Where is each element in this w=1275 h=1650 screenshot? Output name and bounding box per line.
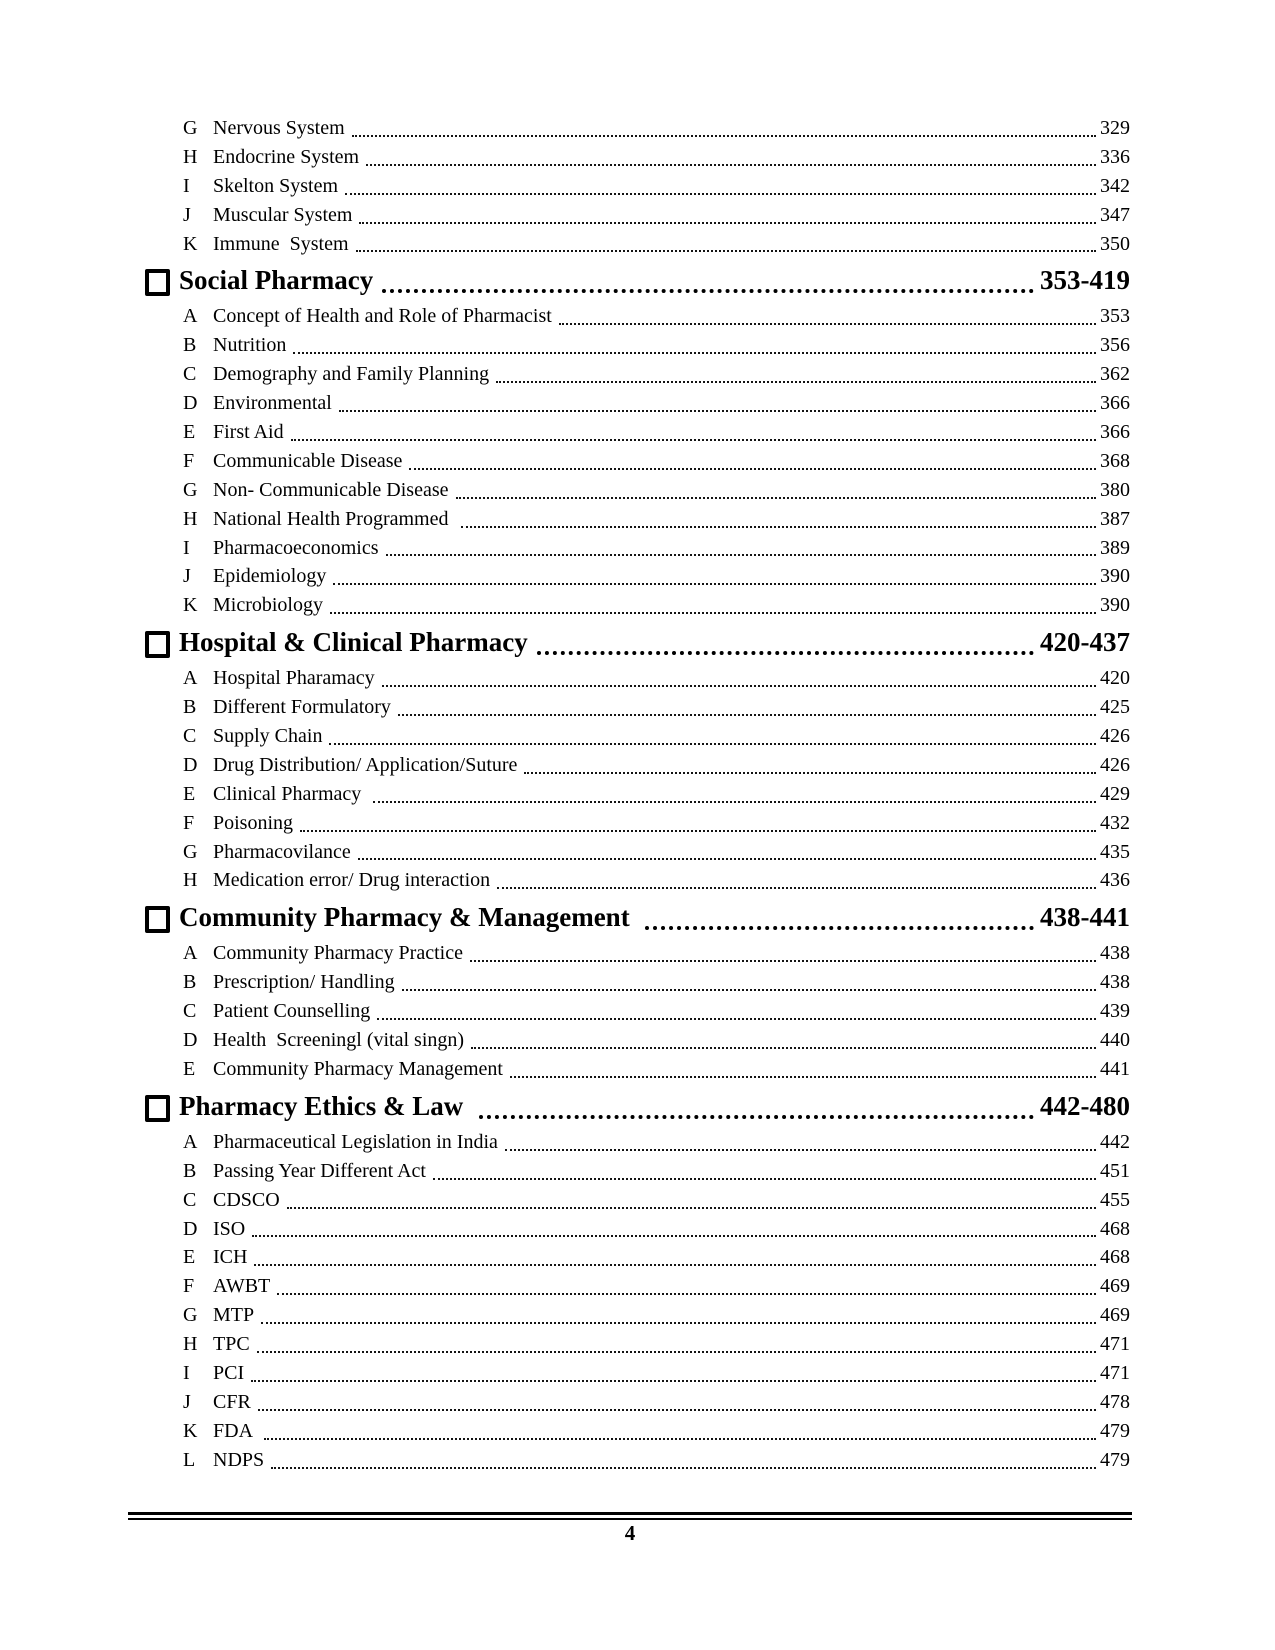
toc-item-letter: G: [183, 840, 198, 863]
dot-leader: [293, 352, 1096, 354]
toc-item-page: 366: [1100, 392, 1130, 415]
dot-leader-bold: [645, 926, 1034, 930]
toc-item-title: Skelton System: [213, 174, 339, 197]
toc-item-title: Nervous System: [213, 117, 345, 139]
toc-item-page: 425: [1100, 696, 1130, 719]
toc-item-letter: I: [183, 1361, 190, 1384]
toc-item-title: Endocrine System: [213, 145, 360, 168]
dot-leader: [330, 612, 1096, 614]
dot-leader: [470, 960, 1096, 962]
toc: [145, 114, 1130, 1475]
toc-item-page: 435: [1100, 840, 1130, 863]
toc-item: [145, 939, 1130, 968]
toc-item-page: 441: [1100, 1057, 1130, 1080]
toc-item-page: 362: [1100, 363, 1130, 386]
toc-item-title: Passing Year Different Act: [213, 1159, 426, 1182]
toc-item-letter: K: [183, 232, 198, 255]
toc-item-letter: A: [183, 667, 198, 690]
toc-item-title: Drug Distribution/ Application/Suture: [213, 753, 518, 776]
toc-section-title: Social Pharmacy: [179, 265, 374, 296]
dot-leader: [339, 410, 1096, 412]
toc-item: [145, 534, 1130, 563]
toc-item-page: 350: [1100, 232, 1130, 255]
dot-leader: [264, 1438, 1096, 1440]
toc-item: [145, 418, 1130, 447]
dot-leader: [356, 250, 1096, 252]
toc-item-title: NDPS: [213, 1448, 265, 1471]
toc-section-pages: 442-480: [1040, 1090, 1130, 1121]
toc-item: [145, 1330, 1130, 1359]
toc-item: [145, 751, 1130, 780]
toc-item: [145, 1055, 1130, 1084]
toc-section-title: Community Pharmacy & Management: [179, 902, 637, 933]
toc-item-letter: G: [183, 1304, 198, 1327]
toc-item-page: 347: [1100, 203, 1130, 226]
dot-leader: [496, 381, 1096, 383]
toc-item-letter: I: [183, 174, 190, 197]
toc-item: [145, 505, 1130, 534]
toc-item: [145, 693, 1130, 722]
toc-section-pages: 420-437: [1040, 627, 1130, 658]
toc-item-page: 380: [1100, 478, 1130, 501]
toc-item-page: 429: [1100, 782, 1130, 805]
dot-leader: [373, 801, 1096, 803]
toc-item-title: MTP: [213, 1304, 255, 1327]
square-outline-icon: [145, 269, 170, 296]
toc-item-page: 356: [1100, 334, 1130, 357]
toc-section-pages: 438-441: [1040, 902, 1130, 933]
dot-leader: [386, 554, 1097, 556]
toc-item-title: CDSCO: [213, 1188, 280, 1211]
toc-section-header: [145, 260, 1130, 301]
dot-leader: [252, 1235, 1096, 1237]
toc-item: [145, 1128, 1130, 1157]
toc-item-page: 342: [1100, 174, 1130, 197]
toc-item-title: Community Pharmacy Practice: [213, 942, 463, 965]
toc-item-title: ISO: [213, 1217, 246, 1240]
toc-item-title: TPC: [213, 1333, 250, 1356]
toc-item: [145, 591, 1130, 620]
toc-item-letter: C: [183, 725, 197, 748]
toc-item: [145, 230, 1130, 259]
toc-item-page: 471: [1100, 1333, 1130, 1356]
toc-item-letter: G: [183, 478, 198, 501]
toc-item: [145, 562, 1130, 591]
toc-item-page: 471: [1100, 1361, 1130, 1384]
toc-item-letter: E: [183, 782, 196, 805]
dot-leader: [497, 887, 1096, 889]
toc-item: [145, 447, 1130, 476]
toc-item-title: Clinical Pharmacy: [213, 782, 367, 805]
toc-item-title: Different Formulatory: [213, 696, 391, 719]
toc-item: [145, 1272, 1130, 1301]
square-outline-icon: [145, 906, 170, 933]
dot-leader: [398, 714, 1096, 716]
toc-item-letter: F: [183, 811, 195, 834]
toc-item: [145, 143, 1130, 172]
toc-item-page: 442: [1100, 1130, 1130, 1153]
toc-item: [145, 389, 1130, 418]
toc-item-title: CFR: [213, 1390, 251, 1413]
toc-item-page: 420: [1100, 667, 1130, 690]
toc-item: [145, 1215, 1130, 1244]
toc-item-page: 426: [1100, 725, 1130, 748]
toc-item-title: Nutrition: [213, 334, 287, 357]
toc-item-letter: D: [183, 392, 198, 415]
toc-item: [145, 114, 1130, 143]
toc-item: [145, 838, 1130, 867]
toc-item-title: Immune System: [213, 232, 349, 255]
toc-item-title: ICH: [213, 1246, 248, 1269]
toc-item-letter: F: [183, 1275, 195, 1298]
dot-leader: [277, 1293, 1096, 1295]
toc-item: [145, 664, 1130, 693]
toc-item-page: 438: [1100, 971, 1130, 994]
toc-item-letter: H: [183, 869, 198, 892]
toc-item-title: Demography and Family Planning: [213, 363, 490, 386]
toc-item: [145, 1301, 1130, 1330]
toc-item: [145, 1417, 1130, 1446]
toc-item-page: 426: [1100, 753, 1130, 776]
toc-item-letter: F: [183, 449, 195, 472]
toc-item: [145, 1446, 1130, 1475]
toc-item: [145, 809, 1130, 838]
dot-leader: [471, 1047, 1096, 1049]
dot-leader: [456, 497, 1097, 499]
dot-leader: [291, 439, 1096, 441]
toc-item-letter: B: [183, 1159, 197, 1182]
toc-item-letter: D: [183, 1029, 198, 1052]
dot-leader: [377, 1018, 1096, 1020]
toc-item-page: 469: [1100, 1275, 1130, 1298]
toc-item-title: First Aid: [213, 421, 284, 444]
toc-item-title: Poisoning: [213, 811, 294, 834]
toc-item: [145, 968, 1130, 997]
toc-item-page: 336: [1100, 145, 1130, 168]
toc-item: [145, 1359, 1130, 1388]
toc-item-page: 353: [1100, 305, 1130, 328]
toc-item-page: 455: [1100, 1188, 1130, 1211]
toc-item: [145, 1243, 1130, 1272]
toc-item-page: 366: [1100, 421, 1130, 444]
toc-item-letter: J: [183, 1390, 191, 1413]
toc-item-letter: K: [183, 594, 198, 617]
square-outline-icon: [145, 631, 170, 658]
toc-item-title: PCI: [213, 1361, 245, 1384]
toc-section-title: Hospital & Clinical Pharmacy: [179, 627, 528, 658]
toc-item-letter: I: [183, 536, 190, 559]
toc-item-page: 451: [1100, 1159, 1130, 1182]
toc-item-page: 468: [1100, 1217, 1130, 1240]
toc-item-letter: C: [183, 1000, 197, 1023]
toc-item-title: Non- Communicable Disease: [213, 478, 449, 501]
toc-item-page: 478: [1100, 1390, 1130, 1413]
toc-item-title: Community Pharmacy Management: [213, 1057, 503, 1080]
toc-item-letter: B: [183, 696, 197, 719]
toc-item-letter: K: [183, 1419, 198, 1442]
toc-item-page: 390: [1100, 594, 1130, 617]
toc-item-letter: E: [183, 1246, 196, 1269]
toc-item-title: Microbiology: [213, 594, 323, 617]
toc-item: [145, 1026, 1130, 1055]
dot-leader: [261, 1322, 1096, 1324]
toc-item: [145, 476, 1130, 505]
dot-leader: [409, 468, 1096, 470]
dot-leader: [257, 1351, 1096, 1353]
toc-item-page: 439: [1100, 1000, 1130, 1023]
toc-item: [145, 1157, 1130, 1186]
toc-section-header: [145, 1086, 1130, 1127]
dot-leader-bold: [537, 651, 1034, 655]
toc-item-title: AWBT: [213, 1275, 271, 1298]
toc-item-letter: C: [183, 1188, 197, 1211]
toc-item-title: Pharmacoeconomics: [213, 536, 379, 559]
toc-item-page: 479: [1100, 1448, 1130, 1471]
dot-leader: [359, 222, 1096, 224]
toc-section-pages: 353-419: [1040, 265, 1130, 296]
toc-item-title: Supply Chain: [213, 725, 323, 748]
toc-item-letter: J: [183, 565, 191, 588]
dot-leader: [461, 526, 1097, 528]
dot-leader: [510, 1076, 1096, 1078]
dot-leader: [352, 135, 1096, 137]
toc-item: [145, 780, 1130, 809]
dot-leader: [433, 1178, 1096, 1180]
toc-item-title: Patient Counselling: [213, 1000, 371, 1023]
toc-item: [145, 201, 1130, 230]
toc-item-letter: H: [183, 507, 198, 530]
dot-leader: [505, 1149, 1096, 1151]
toc-item-title: FDA: [213, 1419, 257, 1442]
toc-item-title: Pharmaceutical Legislation in India: [213, 1130, 498, 1153]
toc-item-page: 390: [1100, 565, 1130, 588]
toc-item-page: 389: [1100, 536, 1130, 559]
toc-item-title: Communicable Disease: [213, 449, 403, 472]
dot-leader: [345, 193, 1096, 195]
footer-rule: [128, 1512, 1132, 1520]
dot-leader: [402, 989, 1096, 991]
toc-item: [145, 302, 1130, 331]
toc-item-letter: A: [183, 305, 198, 328]
dot-leader: [254, 1264, 1096, 1266]
dot-leader: [300, 830, 1096, 832]
toc-item-letter: D: [183, 753, 198, 776]
dot-leader-bold: [479, 1115, 1034, 1119]
dot-leader: [382, 685, 1096, 687]
dot-leader: [287, 1207, 1096, 1209]
toc-item-page: 368: [1100, 449, 1130, 472]
toc-item: [145, 360, 1130, 389]
toc-item-title: Hospital Pharamacy: [213, 667, 375, 690]
toc-item-title: Medication error/ Drug interaction: [213, 869, 491, 892]
dot-leader: [366, 164, 1096, 166]
toc-section-header: [145, 897, 1130, 938]
dot-leader: [559, 323, 1096, 325]
toc-item-letter: G: [183, 117, 198, 139]
toc-item-page: 438: [1100, 942, 1130, 965]
toc-item-title: Health Screeningl (vital singn): [213, 1029, 465, 1052]
toc-item-page: 440: [1100, 1029, 1130, 1052]
toc-item-title: Epidemiology: [213, 565, 327, 588]
toc-item-letter: J: [183, 203, 191, 226]
dot-leader: [251, 1380, 1096, 1382]
dot-leader-bold: [382, 289, 1034, 293]
toc-section-title: Pharmacy Ethics & Law: [179, 1090, 470, 1121]
toc-item: [145, 1388, 1130, 1417]
toc-item-letter: H: [183, 145, 198, 168]
toc-item-letter: B: [183, 334, 197, 357]
toc-item-title: National Health Programmed: [213, 507, 454, 530]
square-outline-icon: [145, 1095, 170, 1122]
toc-item-title: Pharmacovilance: [213, 840, 351, 863]
toc-item: [145, 1186, 1130, 1215]
toc-item-title: Environmental: [213, 392, 332, 415]
toc-item: [145, 172, 1130, 201]
toc-item: [145, 997, 1130, 1026]
toc-item-letter: L: [183, 1448, 196, 1471]
dot-leader: [333, 583, 1096, 585]
toc-item-letter: E: [183, 421, 196, 444]
toc-item-title: Prescription/ Handling: [213, 971, 395, 994]
dot-leader: [271, 1467, 1096, 1469]
dot-leader: [329, 743, 1096, 745]
toc-item-letter: A: [183, 942, 198, 965]
dot-leader: [524, 772, 1096, 774]
toc-item-letter: E: [183, 1057, 196, 1080]
dot-leader: [258, 1409, 1096, 1411]
toc-item-page: 329: [1100, 117, 1130, 139]
toc-item-title: Concept of Health and Role of Pharmacist: [213, 305, 552, 328]
toc-item-page: 469: [1100, 1304, 1130, 1327]
toc-item: [145, 866, 1130, 895]
toc-item-page: 468: [1100, 1246, 1130, 1269]
page-number: 4: [624, 1521, 636, 1545]
toc-item-letter: H: [183, 1333, 198, 1356]
toc-item-letter: B: [183, 971, 197, 994]
toc-item: [145, 722, 1130, 751]
toc-item-page: 432: [1100, 811, 1130, 834]
toc-item-page: 479: [1100, 1419, 1130, 1442]
toc-item-letter: C: [183, 363, 197, 386]
toc-item-title: Muscular System: [213, 203, 353, 226]
dot-leader: [358, 858, 1096, 860]
toc-item-page: 436: [1100, 869, 1130, 892]
toc-section-header: [145, 622, 1130, 663]
toc-item-page: 387: [1100, 507, 1130, 530]
toc-item-letter: A: [183, 1130, 198, 1153]
toc-item: [145, 331, 1130, 360]
toc-item-letter: D: [183, 1217, 198, 1240]
